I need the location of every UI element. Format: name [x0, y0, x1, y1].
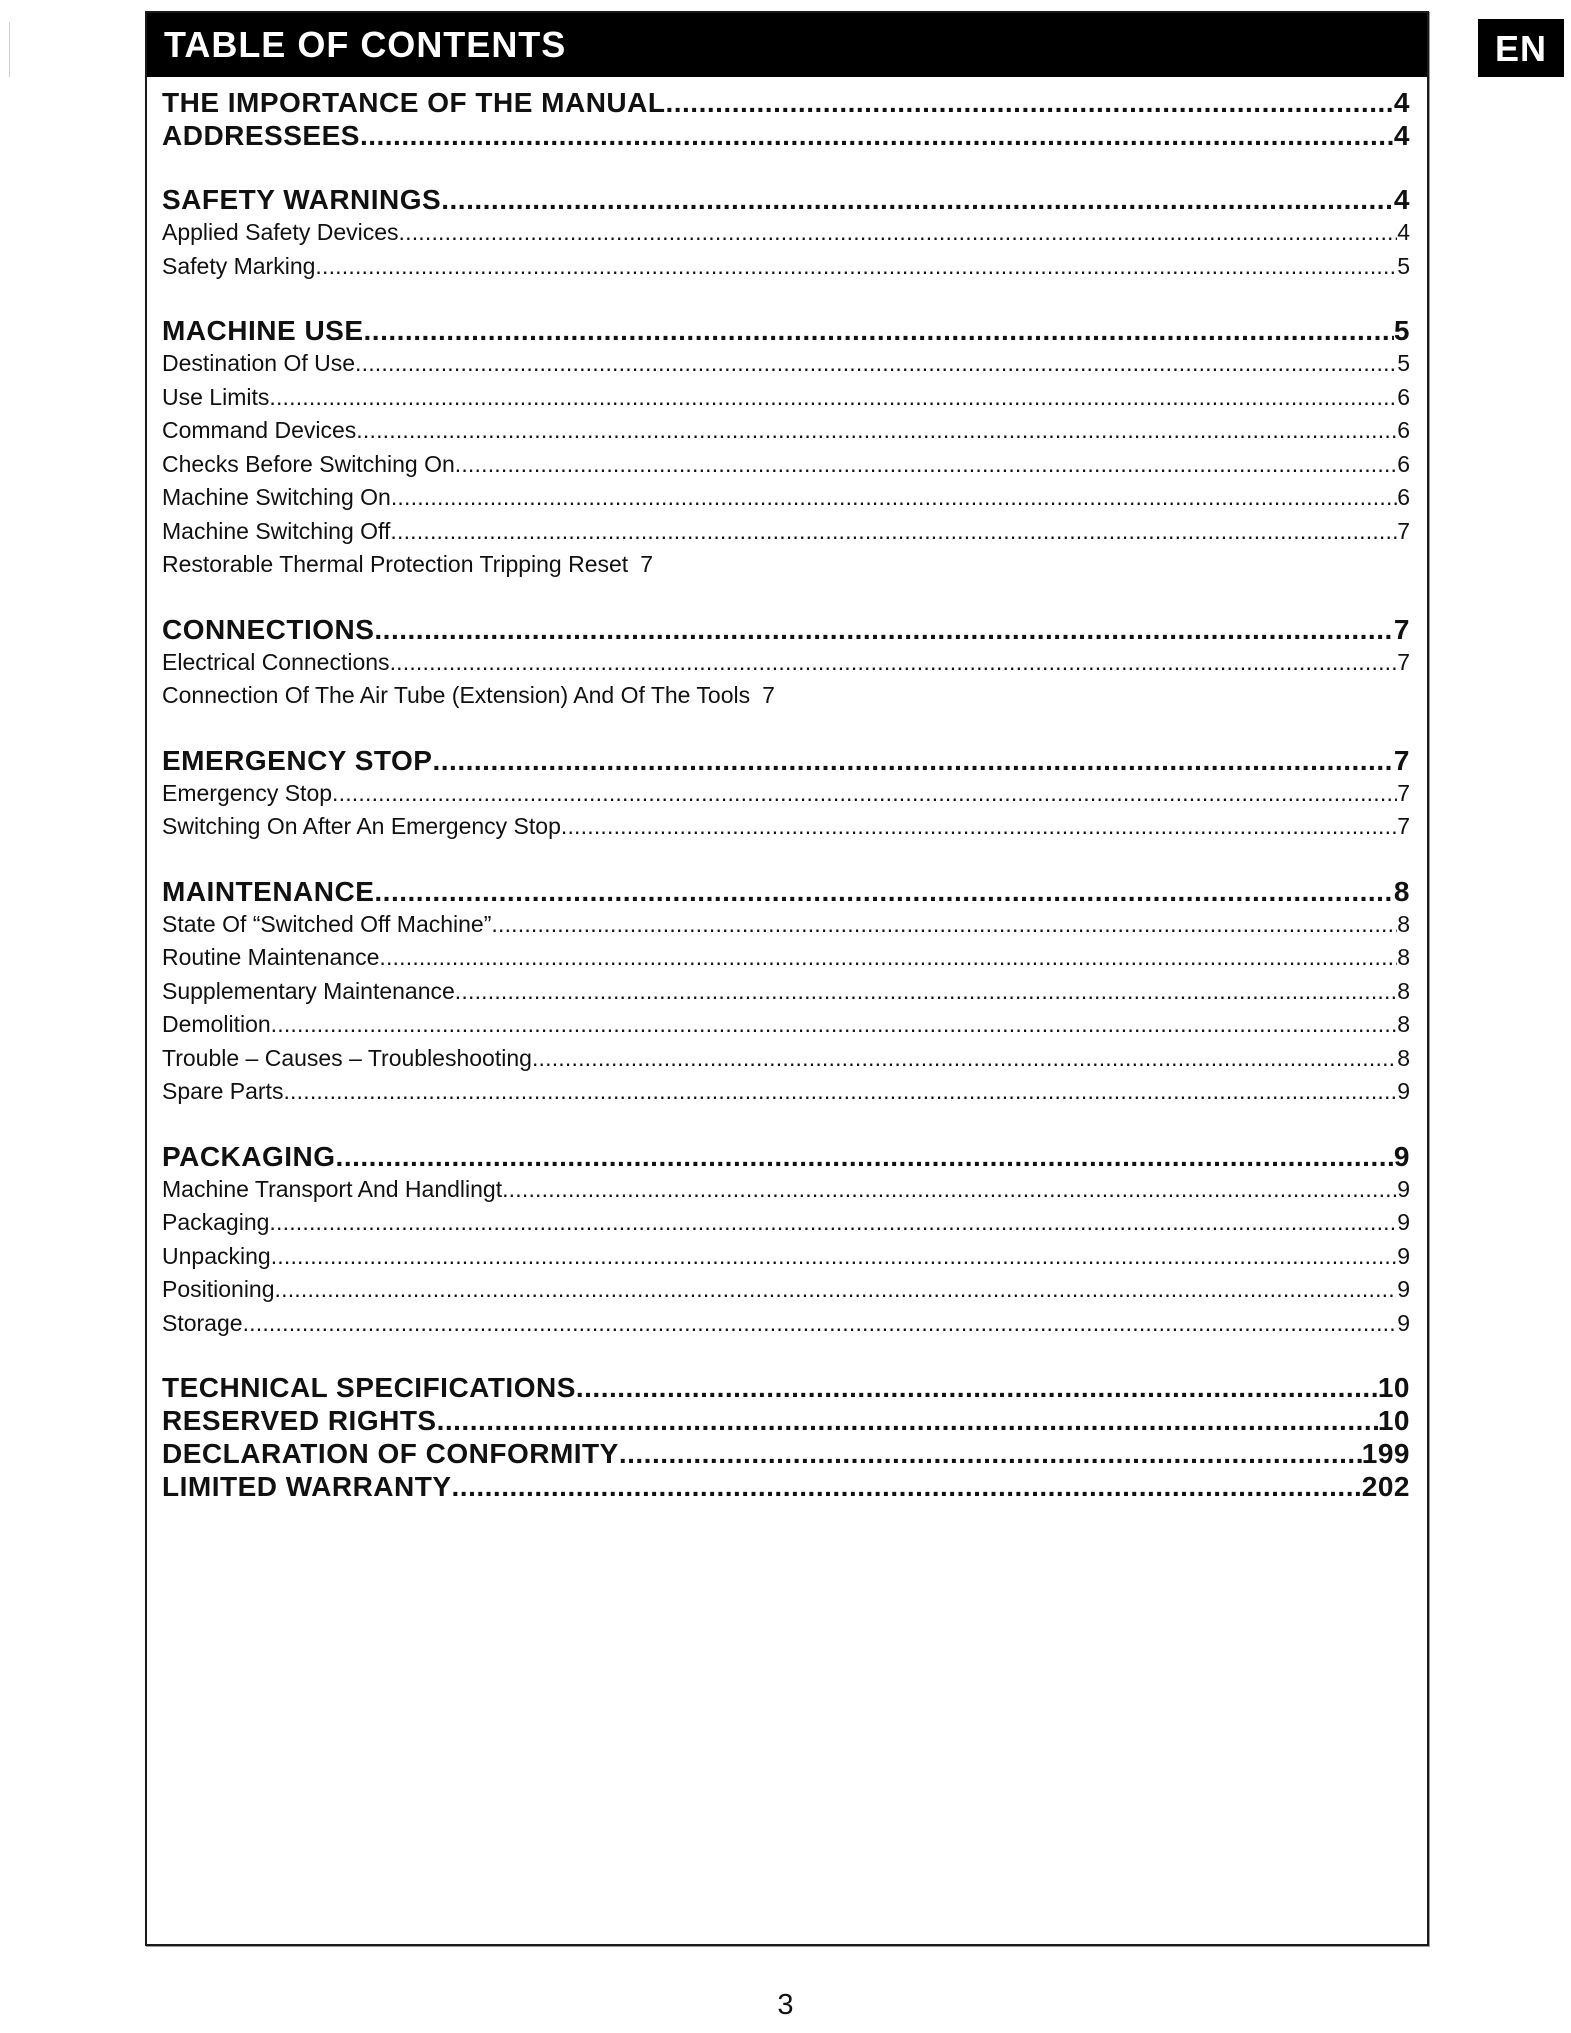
toc-subentry-page: 7 — [640, 551, 653, 577]
toc-subentry-title: Restorable Thermal Protection Tripping Reset — [162, 551, 629, 577]
toc-group-intro — [162, 86, 1410, 152]
dot-leader — [374, 613, 1394, 646]
toc-subentry-page: 8 — [1397, 1011, 1410, 1037]
toc-subentry-page: 8 — [1397, 910, 1410, 937]
toc-entry-page: 4 — [1393, 87, 1410, 118]
toc-section-heading[interactable] — [162, 744, 1410, 777]
toc-subentry-page: 5 — [1397, 252, 1410, 279]
toc-entry-title: DECLARATION OF CONFORMITY — [162, 1438, 619, 1469]
dot-leader — [452, 1470, 1362, 1503]
toc-entry[interactable] — [162, 119, 1410, 152]
toc-section-heading[interactable] — [162, 613, 1410, 646]
dot-leader — [269, 381, 1397, 415]
toc-entry-page: 10 — [1377, 1405, 1410, 1436]
toc-section-heading[interactable] — [162, 875, 1410, 908]
toc-subentry-title: Machine Switching Off — [162, 517, 391, 544]
toc-subentry-page: 9 — [1397, 1209, 1410, 1235]
dot-leader — [390, 646, 1398, 680]
dot-leader — [390, 515, 1397, 549]
dot-leader — [355, 347, 1397, 381]
page-number: 3 — [777, 1989, 794, 2021]
toc-entry-title: RESERVED RIGHTS — [162, 1405, 437, 1436]
toc-subentry-title: Spare Parts — [162, 1078, 284, 1104]
dot-leader — [360, 119, 1394, 152]
toc-entry-page: 10 — [1377, 1372, 1410, 1403]
toc-subentry-page: 7 — [762, 682, 775, 708]
dot-leader — [437, 1404, 1378, 1437]
dot-leader — [283, 1075, 1397, 1109]
dot-leader — [374, 875, 1394, 908]
toc-subentry[interactable] — [162, 1075, 1410, 1109]
toc-subentry-title: Use Limits — [162, 383, 270, 410]
toc-subentry-page: 6 — [1397, 450, 1410, 477]
toc-section-heading[interactable] — [162, 314, 1410, 347]
toc-subentry-title: Unpacking — [162, 1242, 271, 1269]
toc-subentry-page: 9 — [1397, 1078, 1410, 1104]
toc-section-heading[interactable] — [162, 183, 1410, 216]
dot-leader — [399, 216, 1398, 250]
toc-subentry-page: 9 — [1397, 1276, 1410, 1302]
toc-subentry[interactable] — [162, 216, 1410, 250]
toc-subentry-page: 6 — [1397, 484, 1410, 510]
toc-group-packaging — [162, 1140, 1410, 1341]
toc-subentry-page: 8 — [1397, 944, 1410, 970]
dot-leader — [269, 1206, 1397, 1240]
toc-subentry-title: Trouble – Causes – Troubleshooting — [162, 1044, 532, 1071]
toc-section-page: 5 — [1393, 315, 1410, 346]
dot-leader — [502, 1173, 1397, 1207]
toc-subentry[interactable] — [162, 347, 1410, 381]
toc-entry-page: 202 — [1361, 1471, 1410, 1502]
toc-entry-page: 4 — [1393, 120, 1410, 151]
toc-section-title: SAFETY WARNINGS — [162, 184, 442, 215]
toc-subentry-page: 7 — [1397, 813, 1410, 839]
toc-subentry[interactable] — [162, 381, 1410, 415]
toc-subentry[interactable] — [162, 481, 1410, 515]
dot-leader — [561, 810, 1397, 844]
toc-subentry[interactable] — [162, 810, 1410, 844]
dot-leader — [364, 314, 1394, 347]
toc-entry-title: TECHNICAL SPECIFICATIONS — [162, 1372, 576, 1403]
toc-subentry[interactable] — [162, 1240, 1410, 1274]
toc-entry[interactable] — [162, 1371, 1410, 1404]
dot-leader — [432, 744, 1393, 777]
toc-subentry-page: 6 — [1397, 417, 1410, 443]
toc-section-title: MAINTENANCE — [162, 875, 375, 907]
toc-section-page: 4 — [1393, 184, 1410, 215]
dot-leader — [455, 448, 1397, 482]
toc-section-page: 7 — [1393, 744, 1410, 776]
toc-subentry[interactable] — [162, 1042, 1410, 1076]
toc-frame — [145, 11, 1429, 1946]
toc-section-page: 9 — [1393, 1140, 1410, 1172]
toc-entry[interactable] — [162, 1404, 1410, 1437]
toc-subentry-title: Electrical Connections — [162, 648, 390, 675]
toc-subentry-title: Checks Before Switching On — [162, 450, 455, 477]
toc-subentry-title: Demolition — [162, 1011, 271, 1037]
toc-subentry-page: 8 — [1397, 977, 1410, 1004]
toc-entry-title: LIMITED WARRANTY — [162, 1471, 452, 1502]
toc-subentry-page: 8 — [1397, 1044, 1410, 1071]
toc-section-title: EMERGENCY STOP — [162, 744, 433, 776]
toc-subentry-page: 5 — [1397, 350, 1410, 376]
toc-group-closing — [162, 1371, 1410, 1503]
toc-subentry[interactable] — [162, 448, 1410, 482]
toc-subentry-title: Packaging — [162, 1209, 270, 1235]
toc-subentry-page: 7 — [1397, 779, 1410, 806]
toc-subentry-page: 9 — [1397, 1175, 1410, 1202]
toc-subentry-title: Safety Marking — [162, 252, 316, 279]
toc-section-page: 7 — [1393, 613, 1410, 645]
toc-subentry-page: 9 — [1397, 1309, 1410, 1336]
toc-subentry-page: 4 — [1397, 219, 1410, 245]
toc-section-page: 8 — [1393, 875, 1410, 907]
toc-subentry-title: Emergency Stop — [162, 779, 333, 806]
toc-subentry-title: Supplementary Maintenance — [162, 977, 455, 1004]
toc-subentry-page: 9 — [1397, 1242, 1410, 1269]
toc-entry[interactable] — [162, 1470, 1410, 1503]
dot-leader — [315, 250, 1397, 284]
dot-leader — [336, 1140, 1394, 1173]
dot-leader — [243, 1307, 1398, 1341]
page-title: TABLE OF CONTENTS — [147, 13, 1427, 77]
toc-subentry[interactable] — [162, 679, 1410, 713]
toc-subentry-title: Storage — [162, 1309, 243, 1336]
dot-leader — [576, 1371, 1378, 1404]
toc-entry-page: 199 — [1361, 1438, 1410, 1469]
dot-leader — [491, 908, 1397, 942]
toc-subentry[interactable] — [162, 1008, 1410, 1042]
toc-subentry-title: Positioning — [162, 1276, 275, 1302]
toc-entry[interactable] — [162, 1437, 1410, 1470]
dot-leader — [275, 1273, 1398, 1307]
toc-group-machine-use — [162, 314, 1410, 582]
dot-leader — [271, 1240, 1398, 1274]
dot-leader — [391, 481, 1397, 515]
table-of-contents — [162, 86, 1410, 1534]
toc-subentry[interactable] — [162, 1173, 1410, 1207]
toc-subentry-page: 7 — [1397, 648, 1410, 675]
toc-group-maintenance — [162, 875, 1410, 1109]
toc-subentry[interactable] — [162, 1307, 1410, 1341]
margin-rule — [9, 22, 10, 77]
dot-leader — [271, 1008, 1398, 1042]
toc-entry[interactable] — [162, 86, 1410, 119]
toc-subentry-title: Applied Safety Devices — [162, 219, 399, 245]
toc-subentry[interactable] — [162, 515, 1410, 549]
toc-group-connections — [162, 613, 1410, 713]
toc-subentry[interactable] — [162, 975, 1410, 1009]
toc-subentry-title: Machine Transport And Handlingt — [162, 1175, 503, 1202]
dot-leader — [356, 414, 1397, 448]
toc-subentry-title: Command Devices — [162, 417, 357, 443]
dot-leader — [379, 941, 1397, 975]
toc-subentry-title: Routine Maintenance — [162, 944, 380, 970]
toc-subentry-title: Destination Of Use — [162, 350, 356, 376]
language-badge: EN — [1478, 19, 1564, 77]
toc-subentry[interactable] — [162, 941, 1410, 975]
dot-leader — [619, 1437, 1362, 1470]
toc-subentry[interactable] — [162, 1273, 1410, 1307]
toc-subentry[interactable] — [162, 646, 1410, 680]
toc-subentry-title: Switching On After An Emergency Stop — [162, 813, 561, 839]
toc-subentry[interactable] — [162, 777, 1410, 811]
toc-subentry-title: Machine Switching On — [162, 484, 391, 510]
dot-leader — [665, 86, 1393, 119]
toc-subentry[interactable] — [162, 908, 1410, 942]
toc-section-title: PACKAGING — [162, 1140, 336, 1172]
dot-leader — [532, 1042, 1397, 1076]
dot-leader — [441, 183, 1394, 216]
toc-group-emergency-stop — [162, 744, 1410, 844]
toc-subentry[interactable] — [162, 1206, 1410, 1240]
toc-entry-title: THE IMPORTANCE OF THE MANUAL — [162, 87, 666, 118]
toc-section-heading[interactable] — [162, 1140, 1410, 1173]
dot-leader — [332, 777, 1397, 811]
toc-entry-title: ADDRESSEES — [162, 120, 360, 151]
dot-leader — [455, 975, 1397, 1009]
toc-group-safety-warnings — [162, 183, 1410, 283]
toc-subentry[interactable] — [162, 250, 1410, 284]
toc-subentry-page: 6 — [1397, 383, 1410, 410]
toc-subentry[interactable] — [162, 548, 1410, 582]
toc-subentry-page: 7 — [1397, 517, 1410, 544]
toc-subentry[interactable] — [162, 414, 1410, 448]
toc-subentry-title: State Of “Switched Off Machine” — [162, 910, 492, 937]
toc-section-title: MACHINE USE — [162, 315, 364, 346]
toc-section-title: CONNECTIONS — [162, 613, 375, 645]
toc-subentry-title: Connection Of The Air Tube (Extension) And Of The Tools — [162, 682, 751, 708]
